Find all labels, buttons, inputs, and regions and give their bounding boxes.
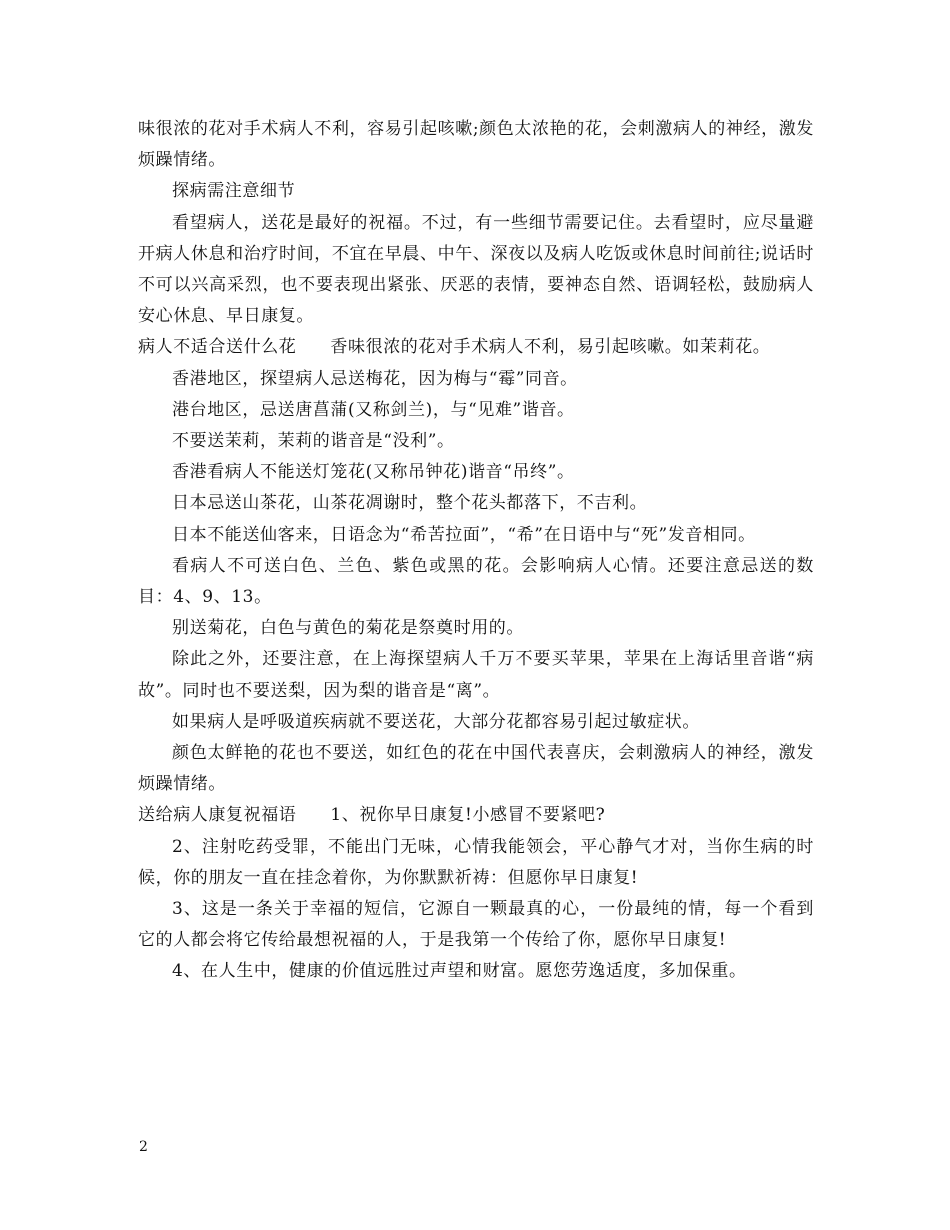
paragraph: 如果病人是呼吸道疾病就不要送花，大部分花都容易引起过敏症状。 [172, 711, 700, 732]
paragraph: 颜色太鲜艳的花也不要送，如红色的花在中国代表喜庆，会刺激病人的神经，激发烦躁情绪。 [138, 743, 814, 795]
inline-heading: 送给病人康复祝福语 [138, 805, 297, 826]
paragraph: 看病人不可送白色、兰色、紫色或黑的花。会影响病人心情。还要注意忌送的数目：4、9、13。 [138, 555, 814, 608]
paragraph: 看望病人，送花是最好的祝福。不过，有一些细节需要记住。去看望时，应尽量避开病人休息和治疗时间，不宜在早晨、中午、深夜以及病人吃饭或休息时间前往;说话时不可以兴高采烈，也不要表现出紧张、厌恶的表情，要神态自然、语调轻松，鼓励病人安心休息、早日康复。 [138, 212, 814, 327]
paragraph: 3、这是一条关于幸福的短信，它源自一颗最真的心，一份最纯的情，每一个看到它的人都会将它传给最想祝福的人，于是我第一个传给了你，愿你早日康复! [138, 899, 814, 951]
inline-heading: 病人不适合送什么花 [138, 337, 297, 358]
page-number: 2 [139, 1139, 148, 1155]
document-body [138, 114, 814, 988]
paragraph: 味很浓的花对手术病人不利，容易引起咳嗽;颜色太浓艳的花，会刺激病人的神经，激发烦躁情绪。 [138, 119, 814, 171]
paragraph [138, 800, 814, 831]
paragraph: 日本忌送山茶花，山茶花凋谢时，整个花头都落下，不吉利。 [172, 493, 648, 514]
paragraph: 2、注射吃药受罪，不能出门无味，心情我能领会，平心静气才对，当你生病的时候，你的朋友一直在挂念着你，为你默默祈祷：但愿你早日康复! [138, 836, 814, 888]
paragraph: 日本不能送仙客来，日语念为“希苦拉面”，“希”在日语中与“死”发音相同。 [172, 524, 756, 545]
paragraph: 别送菊花，白色与黄色的菊花是祭奠时用的。 [172, 618, 524, 639]
paragraph: 不要送茉莉，茉莉的谐音是“没利”。 [172, 431, 455, 452]
paragraph [138, 332, 814, 363]
paragraph: 4、在人生中，健康的价值远胜过声望和财富。愿您劳逸适度，多加保重。 [172, 961, 747, 982]
paragraph-text: 1、祝你早日康复!小感冒不要紧吧? [330, 805, 606, 826]
paragraph-text: 香味很浓的花对手术病人不利，易引起咳嗽。如茉莉花。 [330, 337, 771, 358]
paragraph: 除此之外，还要注意，在上海探望病人千万不要买苹果，苹果在上海话里音谐“病故”。同时也不要送梨，因为梨的谐音是“离”。 [138, 649, 814, 701]
paragraph: 香港地区，探望病人忌送梅花，因为梅与“霉”同音。 [172, 368, 578, 389]
paragraph: 港台地区，忌送唐菖蒲(又称剑兰)，与“见难”谐音。 [172, 399, 575, 420]
paragraph: 香港看病人不能送灯笼花(又称吊钟花)谐音“吊终”。 [172, 462, 575, 483]
section-heading: 探病需注意细节 [172, 181, 296, 202]
